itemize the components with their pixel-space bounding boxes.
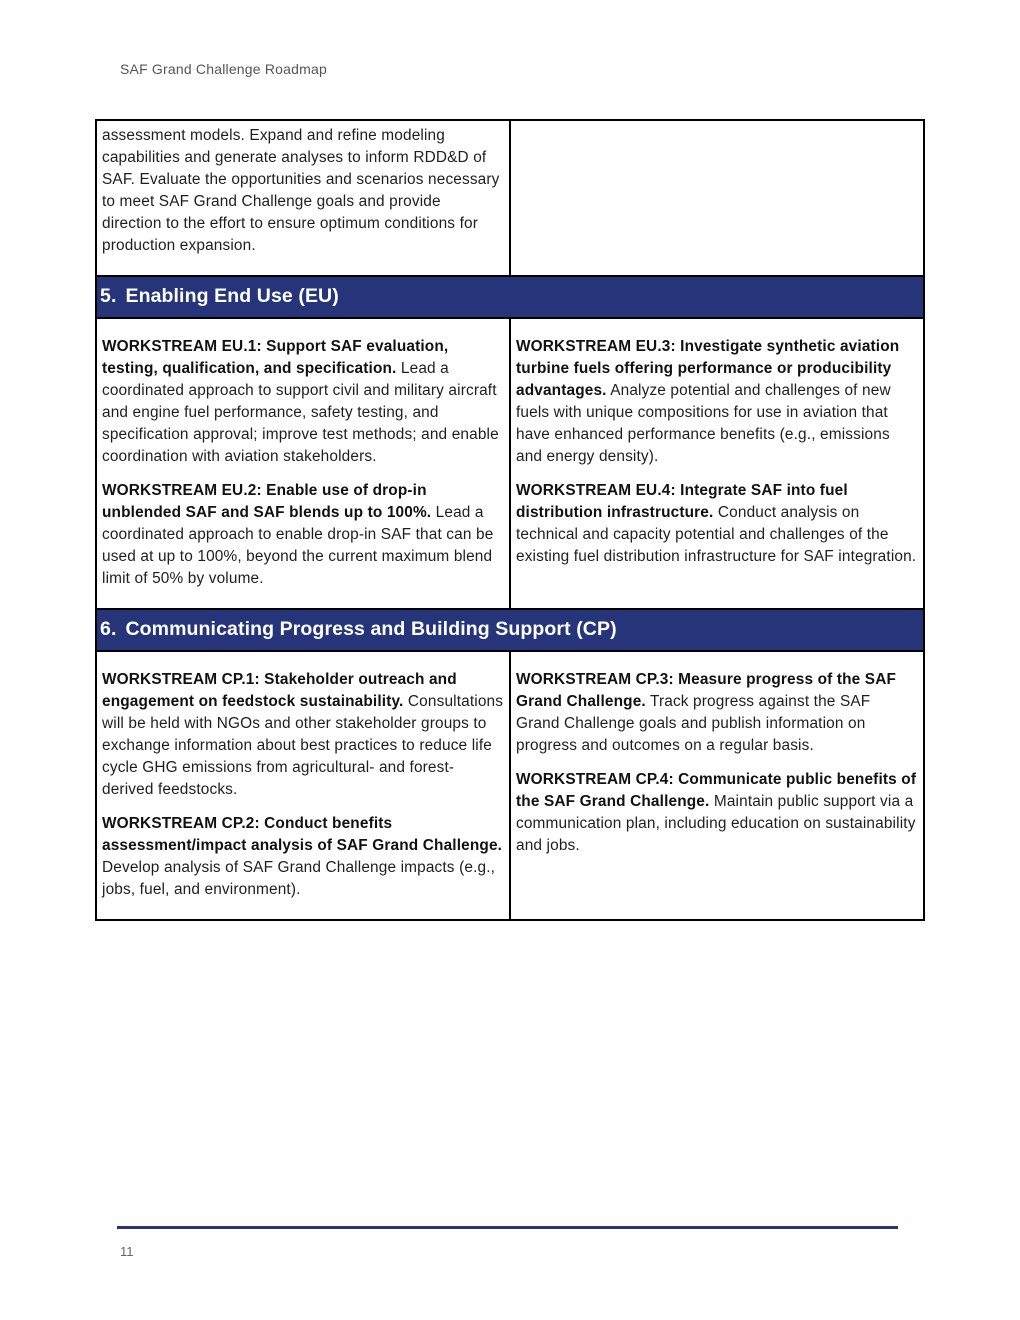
section-number: 5. xyxy=(100,285,117,307)
workstream-cp3 xyxy=(516,669,918,757)
section-body-eu xyxy=(96,318,924,609)
workstream-eu3 xyxy=(516,336,918,468)
workstream-title: WORKSTREAM EU.4: Integrate SAF into fuel distribution infrastructure. xyxy=(516,482,848,521)
workstream-body: Maintain public support via a communication plan, including education on sustainability and jobs. xyxy=(516,793,916,854)
roadmap-table xyxy=(95,119,925,921)
workstream-body: Lead a coordinated approach to support civil and military aircraft and engine fuel performance, safety testing, and specification approval; improve test methods; and enable coordination with aviation stakeholders. xyxy=(102,360,499,465)
workstream-title: WORKSTREAM EU.1: Support SAF evaluation, testing, qualification, and specification. xyxy=(102,338,449,377)
section-title-cell xyxy=(96,276,924,318)
workstream-cp2 xyxy=(102,813,504,901)
workstream-title: WORKSTREAM EU.2: Enable use of drop-in unblended SAF and SAF blends up to 100%. xyxy=(102,482,432,521)
section-header-cp xyxy=(96,609,924,651)
page-header: SAF Grand Challenge Roadmap xyxy=(120,61,327,77)
section-title: Communicating Progress and Building Support (CP) xyxy=(125,618,617,640)
workstream-body: Consultations will be held with NGOs and other stakeholder groups to exchange information about best practices to reduce life cycle GHG emissions from agricultural- and forest-derived feedstocks. xyxy=(102,693,504,798)
workstream-title: WORKSTREAM CP.3: Measure progress of the SAF Grand Challenge. xyxy=(516,671,897,710)
section-body-cp xyxy=(96,651,924,920)
workstream-cp4 xyxy=(516,769,918,857)
footer-rule xyxy=(117,1226,898,1229)
workstream-eu1 xyxy=(102,336,504,468)
workstream-body: Develop analysis of SAF Grand Challenge impacts (e.g., jobs, fuel, and environment). xyxy=(102,859,496,898)
workstream-column-left xyxy=(96,318,510,609)
workstream-cp1 xyxy=(102,669,504,801)
workstream-title: WORKSTREAM EU.3: Investigate synthetic aviation turbine fuels offering performance or producibility advantages. xyxy=(516,338,900,399)
workstream-title: WORKSTREAM CP.1: Stakeholder outreach and engagement on feedstock sustainability. xyxy=(102,671,457,710)
page-number: 11 xyxy=(120,1244,134,1259)
workstream-eu4 xyxy=(516,480,918,568)
workstream-body: Conduct analysis on technical and capacity potential and challenges of the existing fuel distribution infrastructure for SAF integration. xyxy=(516,504,917,565)
section-title: Enabling End Use (EU) xyxy=(125,285,339,307)
workstream-column-left xyxy=(96,651,510,920)
workstream-title: WORKSTREAM CP.4: Communicate public benefits of the SAF Grand Challenge. xyxy=(516,771,917,810)
workstream-body: Track progress against the SAF Grand Challenge goals and publish information on progress and outcomes on a regular basis. xyxy=(516,693,871,754)
empty-cell xyxy=(510,120,924,276)
workstream-column-right xyxy=(510,651,924,920)
continuation-row xyxy=(96,120,924,276)
section-number: 6. xyxy=(100,618,117,640)
workstream-eu2 xyxy=(102,480,504,590)
section-header-eu xyxy=(96,276,924,318)
continuation-cell: assessment models. Expand and refine modeling capabilities and generate analyses to inform RDD&D of SAF. Evaluate the opportunities and scenarios necessary to meet SAF Grand Challenge goals and provide direction to the effort to ensure optimum conditions for production expansion. xyxy=(96,120,510,276)
workstream-title: WORKSTREAM CP.2: Conduct benefits assessment/impact analysis of SAF Grand Challenge. xyxy=(102,815,503,854)
workstream-column-right xyxy=(510,318,924,609)
workstream-body: Analyze potential and challenges of new fuels with unique compositions for use in aviation that have enhanced performance benefits (e.g., emissions and energy density). xyxy=(516,382,891,465)
section-title-cell xyxy=(96,609,924,651)
workstream-body: Lead a coordinated approach to enable drop-in SAF that can be used at up to 100%, beyond the current maximum blend limit of 50% by volume. xyxy=(102,504,494,587)
